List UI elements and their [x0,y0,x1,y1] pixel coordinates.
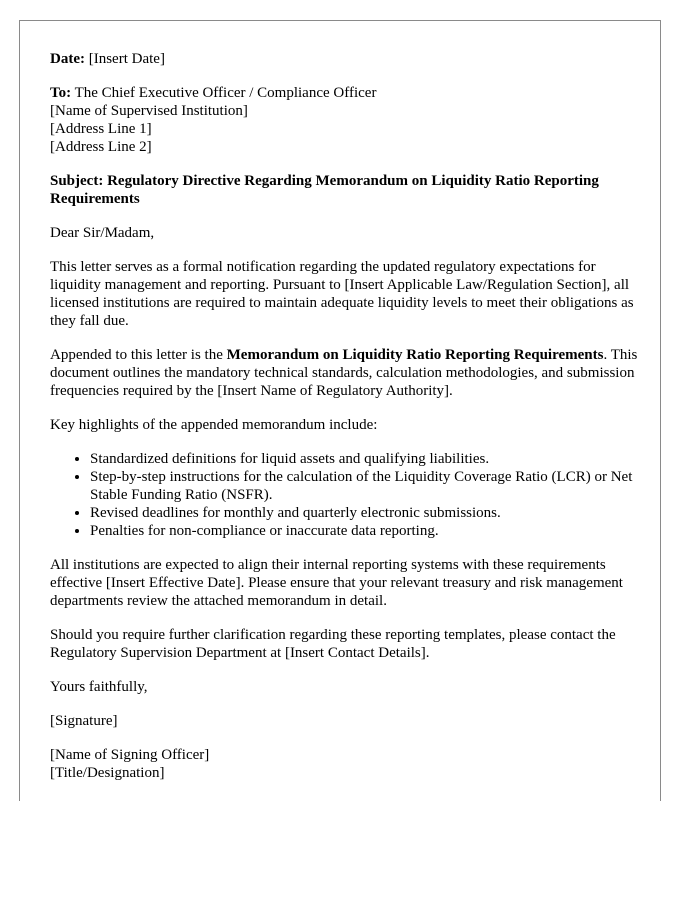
closing: Yours faithfully, [50,679,148,695]
letter-content [50,50,640,782]
signer-block [50,746,640,782]
recipient-block [50,84,640,156]
signature-placeholder: [Signature] [50,713,118,729]
salutation: Dear Sir/Madam, [50,225,155,241]
paragraph-memorandum [50,346,640,400]
memorandum-description: . This document outlines the mandatory technical standards, calculation methodologies, and submission frequencies required by the [Insert Name of Regulatory Authority]. [50,347,638,399]
subject-text: Subject: Regulatory Directive Regarding Memorandum on Liquidity Ratio Reporting Requirements [50,173,599,207]
subject-line [50,172,640,208]
highlight-item: • Standardized definitions for liquid assets and qualifying liabilities. [90,450,640,468]
highlight-item: • Step-by-step instructions for the calculation of the Liquidity Coverage Ratio (LCR) or Net Stable Funding Ratio (NSFR). [90,468,640,504]
paragraph-contact: Should you require further clarification regarding these reporting templates, please contact the Regulatory Supervision Department at [Insert Contact Details]. [50,627,616,661]
paragraph-alignment: All institutions are expected to align their internal reporting systems with these requirements effective [Insert Effective Date]. Please ensure that your relevant treasury and risk management departments review the attached memorandum in detail. [50,557,623,609]
letter-page [19,20,661,801]
signer-name: [Name of Signing Officer] [50,747,210,763]
highlight-item: • Revised deadlines for monthly and quarterly electronic submissions. [90,504,640,522]
paragraph-notification: This letter serves as a formal notification regarding the updated regulatory expectations for liquidity management and reporting. Pursuant to [Insert Applicable Law/Regulation Section], all licensed institutions are required to maintain adequate liquidity levels to meet their obligations as they fall due. [50,259,634,329]
date-value: [Insert Date] [88,51,165,67]
highlight-item: • Penalties for non-compliance or inaccurate data reporting. [90,522,640,540]
address-line-1: [Address Line 1] [50,121,152,137]
memorandum-intro: Appended to this letter is the [50,347,223,363]
date-line [50,50,640,68]
highlights-intro: Key highlights of the appended memorandum include: [50,417,378,433]
to-label: To: [50,85,72,101]
date-label: Date: [50,51,85,67]
signer-title: [Title/Designation] [50,765,165,781]
address-line-2: [Address Line 2] [50,139,152,155]
institution-name: [Name of Supervised Institution] [50,103,248,119]
recipient-title: The Chief Executive Officer / Compliance Officer [74,85,377,101]
memorandum-title: Memorandum on Liquidity Ratio Reporting Requirements [226,347,604,363]
highlights-list [50,450,640,540]
